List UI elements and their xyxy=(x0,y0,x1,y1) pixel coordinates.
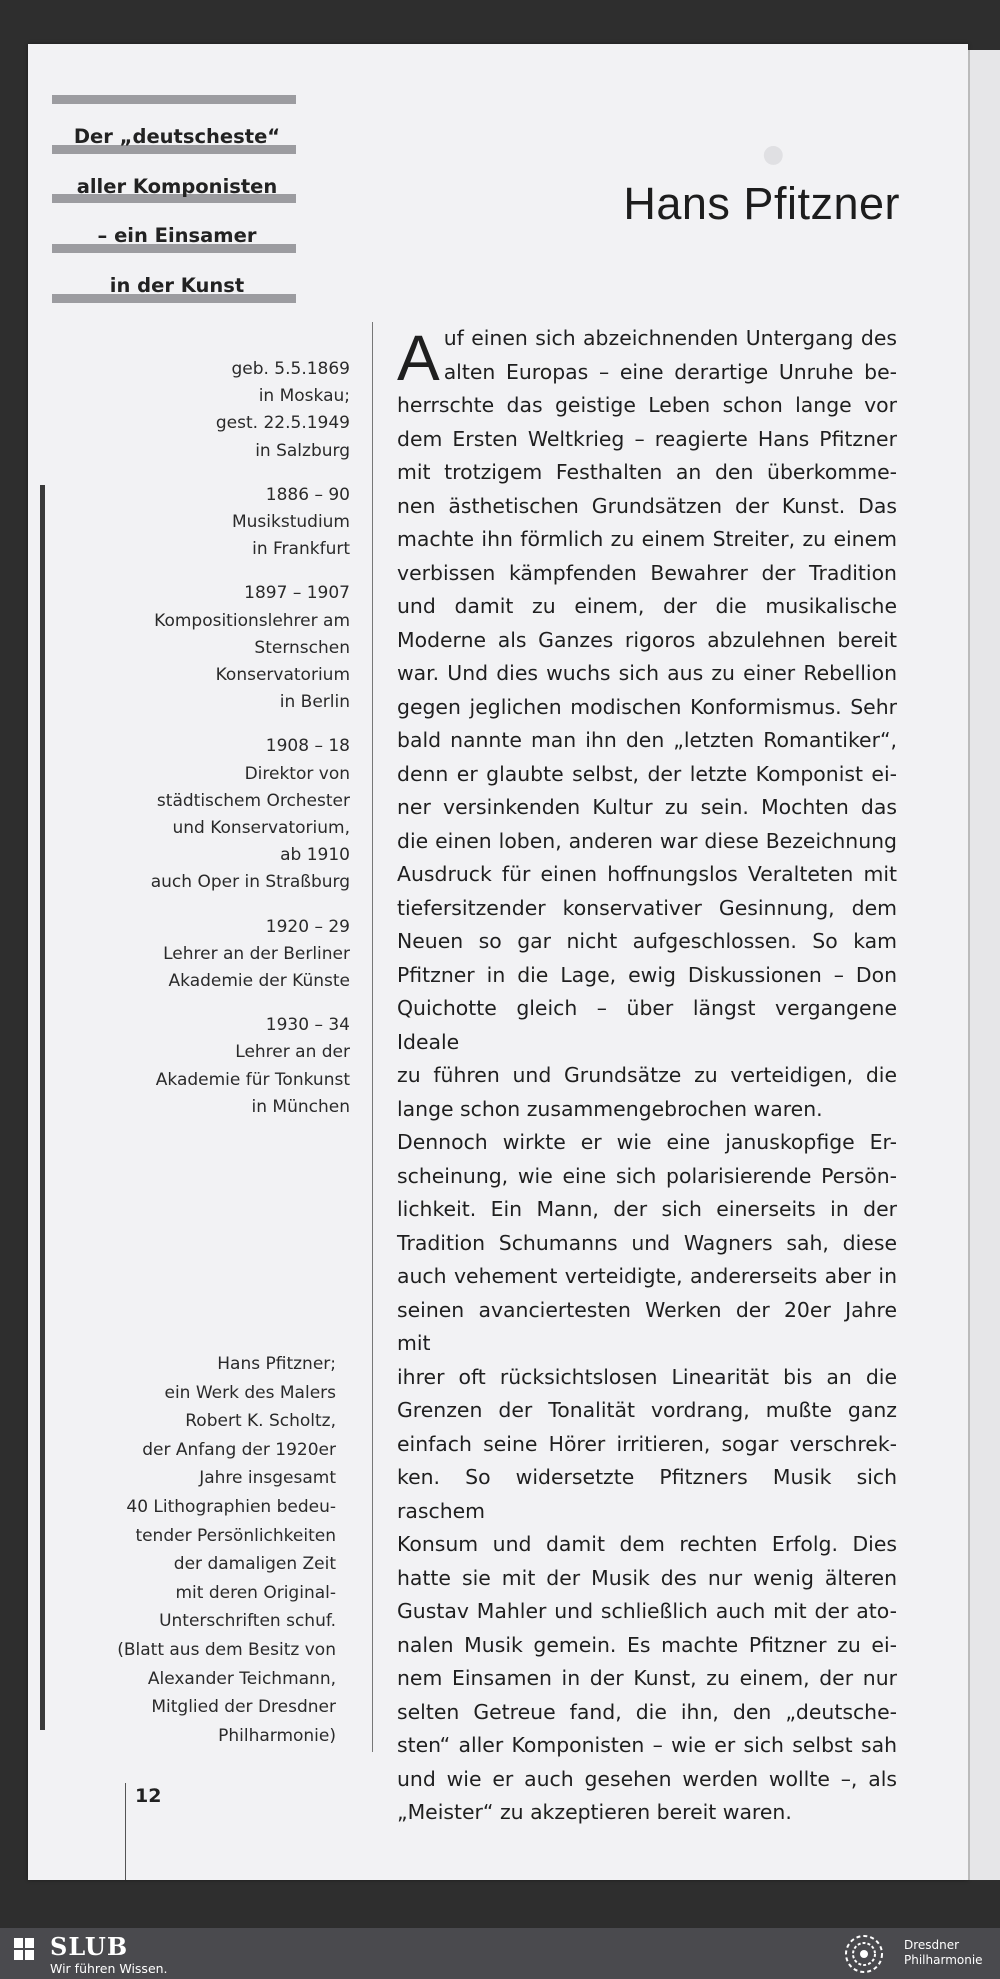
text-line: einfach seine Hörer irritieren, sogar verschrek- xyxy=(397,1431,897,1456)
library-tagline: Wir führen Wissen. xyxy=(50,1961,168,1976)
text-line: Pfitzner in die Lage, ewig Diskussionen – Don xyxy=(397,962,897,987)
text-line: dem Ersten Weltkrieg – reagierte Hans Pfitzner xyxy=(397,426,897,451)
binding-shadow xyxy=(40,485,45,1730)
page-number-rule xyxy=(125,1783,126,1880)
text-line: alten Europas – eine derartige Unruhe be- xyxy=(443,359,897,384)
page-number: 12 xyxy=(135,1785,162,1807)
text-line: Neuen so gar nicht aufgeschlossen. So kam xyxy=(397,929,897,953)
text-line: nem Einsamen in der Kunst, zu einem, der nur xyxy=(397,1666,897,1690)
library-name: SLUB xyxy=(50,1932,129,1961)
text-line: lichkeit. Ein Mann, der sich einerseits in der xyxy=(397,1197,897,1221)
text-line: selten Getreue fand, die ihn, den „deutsche- xyxy=(397,1699,897,1724)
text-line: uf einen sich abzeichnenden Untergang des xyxy=(443,326,897,350)
text-line: seinen avanciertesten Werken der 20er Jahre mit xyxy=(397,1297,897,1355)
text-line: war. Und dies wuchs sich aus zu einer Rebellion xyxy=(397,661,897,685)
text-line: die einen loben, anderen war diese Bezeichnung xyxy=(397,828,897,853)
text-line: machte ihn förmlich zu einem Streiter, zu einem xyxy=(397,527,897,551)
image-caption: Hans Pfitzner; ein Werk des Malers Robert K. Scholtz, der Anfang der 1920er Jahre insgesamt 40 Lithographien bedeu- tender Persönlichkeiten der damaligen Zeit mit deren Original- Unterschriften schuf. (Blatt aus dem Besitz von Alexander Teichmann, Mitglied der Dresdner Philharmonie) xyxy=(117,1354,336,1746)
show-through-graphic: ● xyxy=(760,133,787,182)
biography-entry: 1908 – 18 Direktor von städtischem Orchester und Konservatorium, ab 1910 auch Oper in Straßburg xyxy=(150,736,350,893)
paragraph xyxy=(397,322,897,1126)
text-line: scheinung, wie eine sich polarisierende Persön- xyxy=(397,1163,897,1188)
text-line: zu führen und Grundsätze zu verteidigen, die xyxy=(397,1063,897,1087)
text-line: Moderne als Ganzes rigoros abzulehnen bereit xyxy=(397,627,897,652)
partner-name xyxy=(904,1938,983,1968)
footer-bar xyxy=(0,1928,1000,1979)
text-line: auch vehement verteidigte, andererseits aber in xyxy=(397,1264,897,1288)
column-divider xyxy=(372,322,373,1752)
tagline-line: – ein Einsamer xyxy=(97,224,257,247)
biography-entry: 1886 – 90 Musikstudium in Frankfurt xyxy=(231,484,350,560)
text-line: und wie er auch gesehen werden wollte –, als xyxy=(397,1766,897,1791)
paragraph xyxy=(397,1126,897,1830)
decorative-stripe xyxy=(52,95,296,104)
partner-name-line: Philharmonie xyxy=(904,1953,983,1967)
tagline-line: Der „deutscheste“ xyxy=(73,125,281,148)
text-line: Ausdruck für einen hoffnungslos Veralteten mit xyxy=(397,862,897,886)
page-title: Hans Pfitzner xyxy=(623,178,900,229)
biography-entry: 1897 – 1907 Kompositionslehrer am Sternschen Konservatorium in Berlin xyxy=(154,583,350,713)
philharmonie-logo-icon xyxy=(843,1933,885,1975)
text-line: Tradition Schumanns und Wagners sah, diese xyxy=(397,1230,897,1255)
text-line: tiefersitzender konservativer Gesinnung, dem xyxy=(397,895,897,920)
biography-entry: 1920 – 29 Lehrer an der Berliner Akademie der Künste xyxy=(163,916,350,992)
page-fold-line xyxy=(968,50,970,1880)
tagline xyxy=(52,112,302,310)
article-body xyxy=(397,322,897,1830)
text-line: Quichotte gleich – über längst vergangene Ideale xyxy=(397,996,897,1054)
text-line: ken. So widersetzte Pfitzners Musik sich raschem xyxy=(397,1465,897,1523)
tagline-line: aller Komponisten xyxy=(76,174,278,198)
tagline-line: in der Kunst xyxy=(109,273,245,297)
text-line: gegen jeglichen modischen Konformismus. Sehr xyxy=(397,694,897,719)
text-line: mit trotzigem Festhalten an den überkomme- xyxy=(397,460,897,484)
text-line: Grenzen der Tonalität vordrang, mußte ganz xyxy=(397,1398,897,1422)
text-line: ihrer oft rücksichtslosen Linearität bis an die xyxy=(397,1364,897,1389)
text-line: sten“ aller Komponisten – wie er sich selbst sah xyxy=(397,1733,897,1757)
biography-entry: geb. 5.5.1869 in Moskau; gest. 22.5.1949 in Salzburg xyxy=(215,359,350,461)
text-line: Konsum und damit dem rechten Erfolg. Dies xyxy=(397,1532,897,1556)
text-line: Dennoch wirkte er wie eine januskopfige Er- xyxy=(397,1130,897,1154)
next-page-edge xyxy=(968,50,1000,1880)
biography-sidebar xyxy=(120,356,350,1138)
text-line: ner versinkenden Kultur zu sein. Mochten das xyxy=(397,795,897,819)
text-line: herrschte das geistige Leben schon lange vor xyxy=(397,393,897,417)
text-line: Gustav Mahler und schließlich auch mit der ato- xyxy=(397,1599,897,1623)
text-line: nen ästhetischen Grundsätzen der Kunst. Das xyxy=(397,493,897,518)
slub-logo-icon xyxy=(14,1938,34,1960)
text-line: lange schon zusammengebrochen waren. xyxy=(397,1096,823,1121)
text-line: nalen Musik gemein. Es machte Pfitzner zu ei- xyxy=(397,1632,897,1657)
text-line: verbissen kämpfenden Bewahrer der Tradition xyxy=(397,560,897,585)
partner-name-line: Dresdner xyxy=(904,1938,960,1952)
drop-cap: A xyxy=(397,322,440,394)
biography-entry: 1930 – 34 Lehrer an der Akademie für Tonkunst in München xyxy=(155,1015,350,1117)
text-line: denn er glaubte selbst, der letzte Komponist ei- xyxy=(397,761,897,786)
text-line: und damit zu einem, der die musikalische xyxy=(397,594,897,618)
text-line: hatte sie mit der Musik des nur wenig älteren xyxy=(397,1565,897,1590)
text-line: „Meister“ zu akzeptieren bereit waren. xyxy=(397,1800,792,1824)
text-line: bald nannte man ihn den „letzten Romantiker“, xyxy=(397,728,897,752)
